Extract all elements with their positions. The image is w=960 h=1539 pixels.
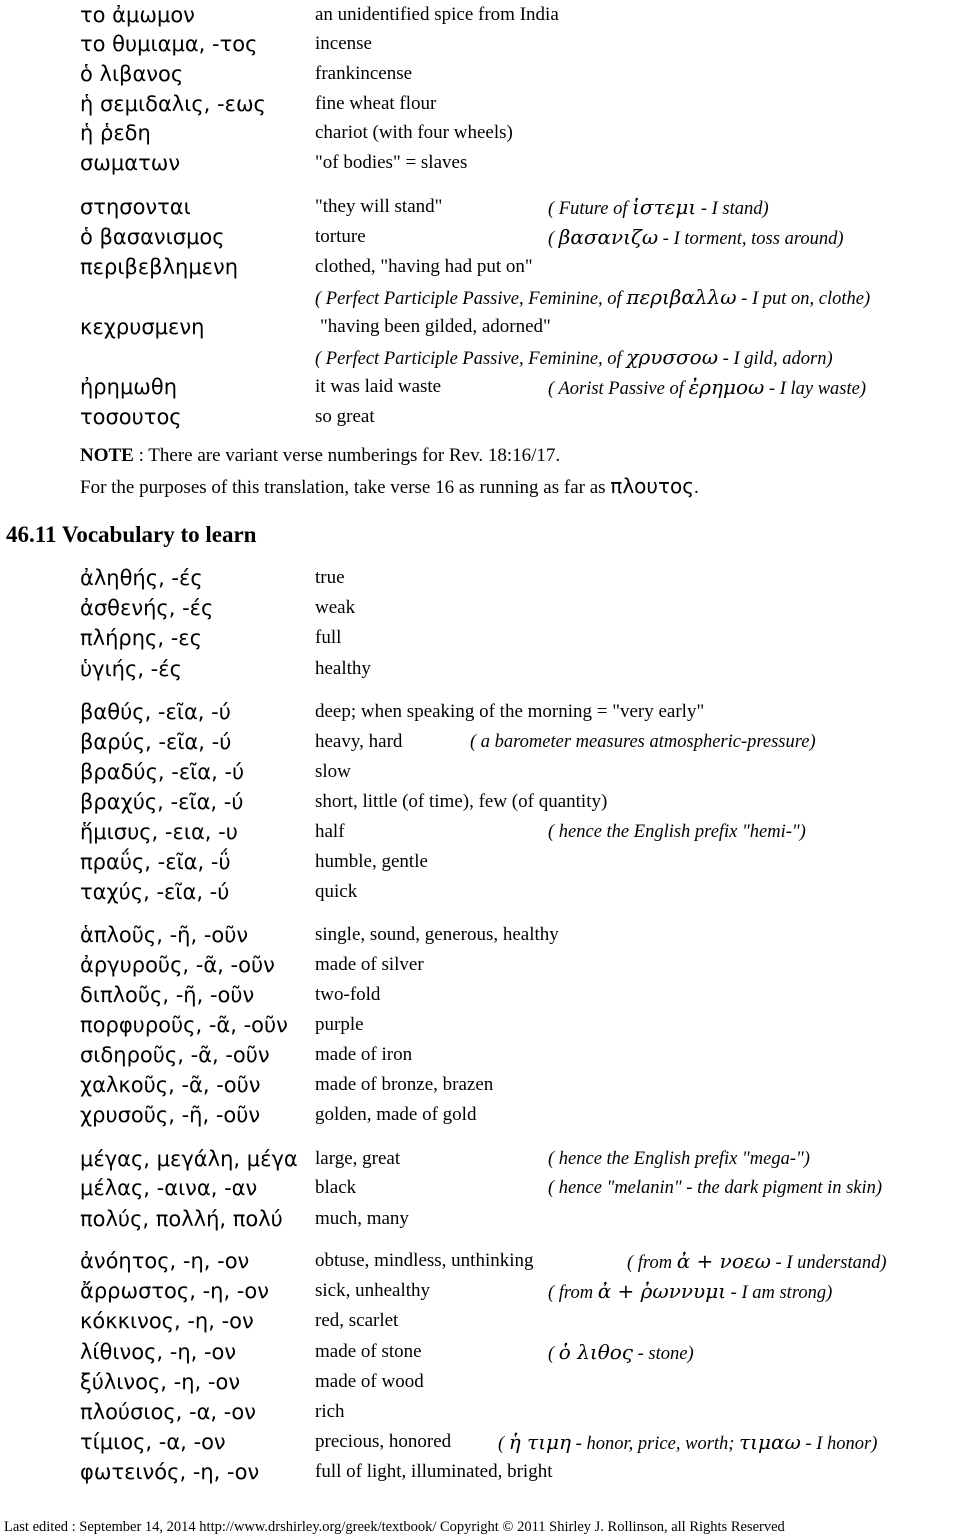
english-gloss: true: [315, 567, 345, 588]
greek-term: λίθινος, -η, -ον: [80, 1340, 237, 1364]
greek-term: χρυσοῦς, -ῆ, -οῦν: [80, 1103, 261, 1127]
verse-note-line2: For the purposes of this translation, take verse 16 as running as far as πλουτος.: [80, 474, 699, 498]
vocab-row: [0, 847, 960, 877]
greek-term: βαρύς, -εῖα, -ύ: [80, 730, 232, 754]
greek-term: ξύλινος, -η, -ον: [80, 1370, 241, 1394]
greek-term: πολύς, πολλή, πολύ: [80, 1207, 283, 1231]
vocab-row: [0, 593, 960, 623]
english-gloss: fine wheat flour: [315, 93, 437, 114]
greek-term: ἠρημωθη: [80, 375, 178, 399]
greek-term: χαλκοῦς, -ᾶ, -οῦν: [80, 1073, 261, 1097]
english-gloss: precious, honored: [315, 1431, 452, 1452]
english-gloss: made of stone: [315, 1341, 422, 1362]
greek-term: ἁπλοῦς, -ῆ, -οῦν: [80, 923, 249, 947]
parse-note: ( Future of ἱστεμι - I stand): [548, 195, 769, 219]
greek-root: ἀ + νοεω: [676, 1249, 771, 1273]
english-gloss: half: [315, 821, 345, 842]
vocab-row: [0, 1427, 960, 1457]
vocab-row: [0, 118, 960, 148]
greek-term: κόκκινος, -η, -ον: [80, 1309, 254, 1333]
vocab-row: [0, 817, 960, 847]
parse-row: [0, 372, 960, 402]
greek-term: τοσουτος: [80, 405, 182, 429]
greek-root: ἀ + ῥωννυμι: [597, 1279, 727, 1303]
english-gloss: much, many: [315, 1208, 409, 1229]
english-gloss: "having been gilded, adorned": [320, 316, 551, 337]
greek-term: ἡ ῥεδη: [80, 121, 151, 145]
vocab-row: [0, 1040, 960, 1070]
vocab-row: [0, 877, 960, 907]
greek-term: πλούσιος, -α, -ον: [80, 1400, 256, 1424]
vocab-row: [0, 1144, 960, 1174]
greek-term: φωτεινός, -η, -ον: [80, 1460, 260, 1484]
vocab-row: [0, 1276, 960, 1306]
english-gloss: "they will stand": [315, 196, 443, 217]
english-gloss: healthy: [315, 658, 371, 679]
greek-term: ὑγιής, -ές: [80, 657, 182, 681]
greek-term: βαθύς, -εῖα, -ύ: [80, 700, 231, 724]
parse-row: [0, 252, 960, 282]
vocab-row: [0, 1010, 960, 1040]
vocab-note: ( ὁ λιθος - stone): [548, 1340, 694, 1364]
vocab-row: [0, 1100, 960, 1130]
english-gloss: frankincense: [315, 63, 413, 84]
vocab-row: [0, 29, 960, 59]
vocab-row: [0, 950, 960, 980]
vocab-row: [0, 563, 960, 593]
greek-term: ἀργυροῦς, -ᾶ, -οῦν: [80, 953, 275, 977]
greek-root: περιβαλλω: [626, 285, 737, 309]
parse-note: ( Perfect Participle Passive, Feminine, of περιβαλλω - I put on, clothe): [315, 285, 871, 309]
greek-term: τίμιος, -α, -ον: [80, 1430, 226, 1454]
english-gloss: short, little (of time), few (of quantity): [315, 791, 608, 812]
english-gloss: quick: [315, 881, 358, 902]
english-gloss: incense: [315, 33, 372, 54]
english-gloss: red, scarlet: [315, 1310, 399, 1331]
greek-term: ἡ σεμιδαλις, -εως: [80, 92, 266, 116]
english-gloss: torture: [315, 226, 366, 247]
english-gloss: made of iron: [315, 1044, 413, 1065]
section-heading: 46.11 Vocabulary to learn: [6, 522, 257, 547]
vocab-note: ( from ἀ + ῥωννυμι - I am strong): [548, 1279, 833, 1303]
vocab-row: [0, 920, 960, 950]
english-gloss: made of wood: [315, 1371, 424, 1392]
vocab-row: [0, 1397, 960, 1427]
english-gloss: large, great: [315, 1148, 401, 1169]
greek-root: ἱστεμι: [632, 195, 697, 219]
english-gloss: so great: [315, 406, 375, 427]
parse-row: [0, 192, 960, 222]
vocab-row: [0, 623, 960, 653]
english-gloss: it was laid waste: [315, 376, 442, 397]
english-gloss: weak: [315, 597, 356, 618]
parse-row: [0, 312, 960, 342]
greek-term: πλήρης, -ες: [80, 626, 202, 650]
english-gloss: black: [315, 1177, 357, 1198]
vocab-row: [0, 1246, 960, 1276]
greek-root: ἐρημοω: [688, 375, 765, 399]
parse-row: [0, 402, 960, 432]
english-gloss: deep; when speaking of the morning = "very early": [315, 701, 705, 722]
verse-note-line1: NOTE : There are variant verse numberings for Rev. 18:16/17.: [80, 445, 561, 466]
vocab-row: [0, 89, 960, 119]
vocab-row: [0, 727, 960, 757]
vocab-note: ( hence "melanin" - the dark pigment in skin): [548, 1178, 883, 1198]
english-gloss: rich: [315, 1401, 345, 1422]
greek-term: το θυμιαμα, -τος: [80, 32, 258, 56]
greek-term: ὁ βασανισμος: [80, 225, 225, 249]
greek-term: ταχύς, -εῖα, -ύ: [80, 880, 230, 904]
english-gloss: full: [315, 627, 342, 648]
english-gloss: heavy, hard: [315, 731, 403, 752]
vocab-row: [0, 1173, 960, 1203]
vocab-row: [0, 654, 960, 684]
vocab-row: [0, 148, 960, 178]
greek-term: κεχρυσμενη: [80, 315, 205, 339]
greek-term: βραδύς, -εῖα, -ύ: [80, 760, 245, 784]
vocab-row: [0, 697, 960, 727]
vocab-row: [0, 1204, 960, 1234]
vocab-row: [0, 1367, 960, 1397]
english-gloss: made of silver: [315, 954, 424, 975]
vocab-note: ( hence the English prefix "hemi-"): [548, 822, 806, 842]
greek-term: μέγας, μεγάλη, μέγα: [80, 1147, 298, 1171]
vocab-row: [0, 1306, 960, 1336]
greek-term: στησονται: [80, 195, 191, 219]
greek-term: ἄρρωστος, -η, -ον: [80, 1279, 269, 1303]
page-footer: Last edited : September 14, 2014 http://www.drshirley.org/greek/textbook/ Copyright © 2011 Shirley J. Rollinson, all Rights Reserved: [4, 1519, 785, 1535]
greek-term: ὁ λιβανος: [80, 62, 184, 86]
vocab-note: ( ἡ τιμη - honor, price, worth; τιμαω - I honor): [498, 1430, 878, 1454]
vocab-row: [0, 0, 960, 30]
greek-term: το ἀμωμον: [80, 3, 195, 27]
greek-term: ἀληθής, -ές: [80, 566, 203, 590]
greek-root: ὁ λιθος: [558, 1340, 633, 1364]
vocab-row: [0, 757, 960, 787]
greek-term: διπλοῦς, -ῆ, -οῦν: [80, 983, 255, 1007]
vocab-row: [0, 1337, 960, 1367]
english-gloss: chariot (with four wheels): [315, 122, 513, 143]
parse-note-row: [0, 342, 960, 372]
english-gloss: humble, gentle: [315, 851, 428, 872]
greek-term: ἀνόητος, -η, -ον: [80, 1249, 250, 1273]
vocab-row: [0, 1070, 960, 1100]
parse-note: ( βασανιζω - I torment, toss around): [548, 225, 844, 249]
english-gloss: slow: [315, 761, 351, 782]
vocab-note: ( a barometer measures atmospheric-pressure): [470, 732, 816, 752]
english-gloss: single, sound, generous, healthy: [315, 924, 559, 945]
greek-term: περιβεβλημενη: [80, 255, 239, 279]
parse-row: [0, 222, 960, 252]
greek-term: μέλας, -αινα, -αν: [80, 1176, 258, 1200]
note-label: NOTE: [80, 445, 134, 466]
english-gloss: clothed, "having had put on": [315, 256, 533, 277]
greek-term: σωματων: [80, 151, 181, 175]
english-gloss: an unidentified spice from India: [315, 4, 559, 25]
english-gloss: "of bodies" = slaves: [315, 152, 468, 173]
vocab-row: [0, 980, 960, 1010]
greek-root: ἡ τιμη: [508, 1430, 572, 1454]
greek-root: χρυσσοω: [626, 345, 719, 369]
english-gloss: two-fold: [315, 984, 381, 1005]
greek-word: πλουτος: [610, 474, 694, 498]
vocab-note: ( from ἀ + νοεω - I understand): [627, 1249, 887, 1273]
english-gloss: obtuse, mindless, unthinking: [315, 1250, 534, 1271]
english-gloss: golden, made of gold: [315, 1104, 477, 1125]
greek-term: πορφυροῦς, -ᾶ, -οῦν: [80, 1013, 288, 1037]
vocab-row: [0, 787, 960, 817]
vocab-row: [0, 59, 960, 89]
vocab-note: ( hence the English prefix "mega-"): [548, 1149, 810, 1169]
parse-note: ( Perfect Participle Passive, Feminine, of χρυσσοω - I gild, adorn): [315, 345, 833, 369]
greek-term: ἀσθενής, -ές: [80, 596, 214, 620]
english-gloss: purple: [315, 1014, 364, 1035]
greek-term: ἥμισυς, -εια, -υ: [80, 820, 238, 844]
greek-root: βασανιζω: [558, 225, 659, 249]
english-gloss: full of light, illuminated, bright: [315, 1461, 553, 1482]
parse-note: ( Aorist Passive of ἐρημοω - I lay waste): [548, 375, 867, 399]
greek-term: βραχύς, -εῖα, -ύ: [80, 790, 244, 814]
greek-root: τιμαω: [739, 1430, 801, 1454]
english-gloss: sick, unhealthy: [315, 1280, 431, 1301]
vocab-row: [0, 1457, 960, 1487]
english-gloss: made of bronze, brazen: [315, 1074, 494, 1095]
greek-term: σιδηροῦς, -ᾶ, -οῦν: [80, 1043, 270, 1067]
greek-term: πραΰς, -εῖα, -ΰ: [80, 850, 231, 874]
parse-note-row: [0, 282, 960, 312]
